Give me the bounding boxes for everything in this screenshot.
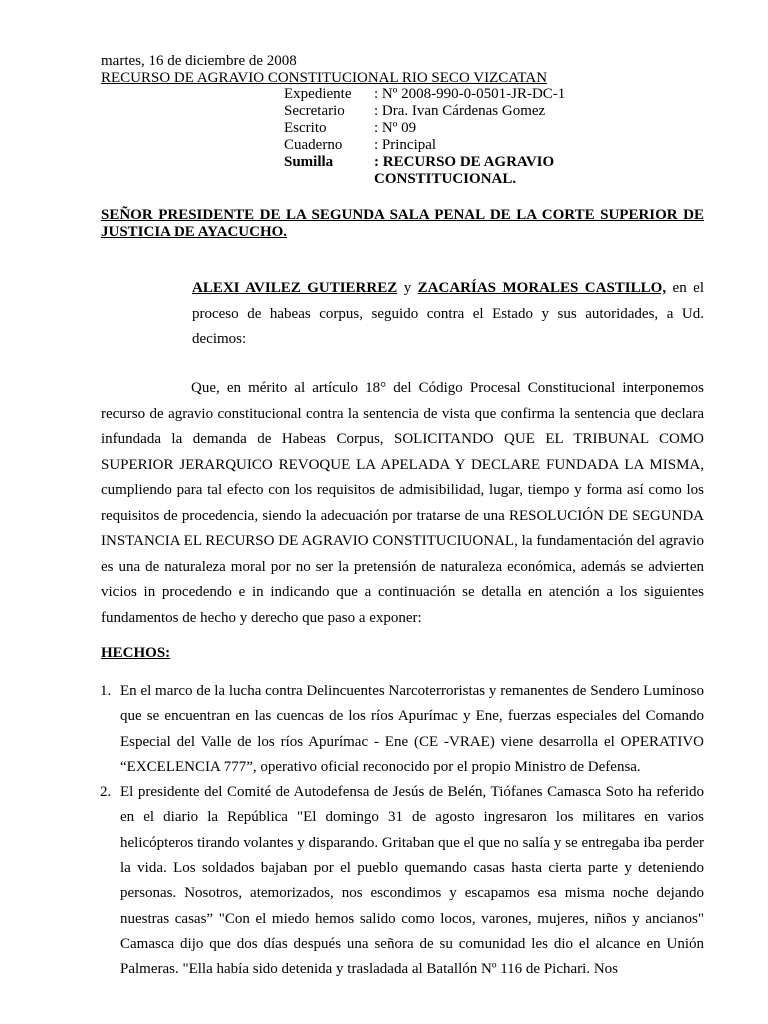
meta-label: Escrito xyxy=(284,120,327,136)
list-item xyxy=(101,780,704,982)
meta-expediente xyxy=(284,86,565,103)
intro-rest: en el proceso de habeas corpus, seguido contra el Estado y sus autoridades, a Ud. decimos: xyxy=(192,280,704,347)
document-date: martes, 16 de diciembre de 2008 xyxy=(101,53,297,69)
list-item-number: 2. xyxy=(100,784,112,801)
intro-paragraph xyxy=(192,276,704,353)
section-title-hechos: HECHOS: xyxy=(101,645,171,661)
petitioner-2: ZACARÍAS MORALES CASTILLO, xyxy=(417,280,667,296)
list-item xyxy=(101,679,704,780)
meta-sumilla-continued: CONSTITUCIONAL. xyxy=(374,171,517,187)
meta-label: Cuaderno xyxy=(284,137,343,153)
meta-value: : Principal xyxy=(374,137,437,153)
meta-sumilla xyxy=(284,154,565,171)
meta-label: Expediente xyxy=(284,86,352,102)
meta-label: Secretario xyxy=(284,103,345,119)
meta-secretario xyxy=(284,103,565,120)
case-title: RECURSO DE AGRAVIO CONSTITUCIONAL RIO SECO VIZCATAN xyxy=(101,70,548,86)
intro-conjunction: y xyxy=(397,280,418,296)
addressee xyxy=(101,207,704,241)
meta-value: : RECURSO DE AGRAVIO xyxy=(374,154,555,170)
main-paragraph xyxy=(101,376,704,631)
meta-label: Sumilla xyxy=(284,154,334,170)
meta-escrito xyxy=(284,120,565,137)
meta-value: : Nº 09 xyxy=(374,120,417,136)
list-item-text: El presidente del Comité de Autodefensa de Jesús de Belén, Tiófanes Camasca Soto ha referido en el diario la República "El domingo 31 de agosto ingresaron los militares en varios helicópteros tirando volantes y disparando. Gritaban que el que no salía y se entregaba iba perder la vida. Los soldados bajaban por el pueblo quemando casas hasta cierta parte y deteniendo personas. Nosotros, atemorizados, nos escondimos y escapamos esa misma noche dejando nuestras casas” "Con el miedo hemos salido como locos, varones, mujeres, niños y ancianos" Camasca dijo que dos días después una señora de su comunidad les dio el alcance en Unión Palmeras. "Ella había sido detenida y trasladada al Batallón Nº 116 de Pichari. Nos xyxy=(120,784,704,978)
meta-value: : Nº 2008-990-0-0501-JR-DC-1 xyxy=(374,86,566,102)
list-item-number: 1. xyxy=(100,683,112,699)
main-paragraph-text: Que, en mérito al artículo 18° del Código Procesal Constitucional interponemos recurso de agravio constitucional contra la sentencia de vista que confirma la sentencia que declara infundada la demanda de Habeas Corpus, SOLICITANDO QUE EL TRIBUNAL COMO SUPERIOR JERARQUICO REVOQUE LA APELADA Y DECLARE FUNDADA LA MISMA, cumpliendo para tal efecto con los requisitos de admisibilidad, lugar, tiempo y forma así como los requisitos de procedencia, siendo la adecuación por tratarse de una RESOLUCIÓN DE SEGUNDA INSTANCIA EL RECURSO DE AGRAVIO CONSTITUCIUONAL, la fundamentación del agravio es una de naturaleza moral por no ser la pretensión de naturaleza económica, además se advierten vicios in procedendo e in indicando que a continuación se detalla en atención a los siguientes fundamentos de hecho y derecho que paso a exponer: xyxy=(101,380,704,626)
case-metadata xyxy=(284,86,565,188)
meta-value: : Dra. Ivan Cárdenas Gomez xyxy=(374,103,546,119)
facts-list xyxy=(101,679,704,983)
meta-cuaderno xyxy=(284,137,565,154)
addressee-text: SEÑOR PRESIDENTE DE LA SEGUNDA SALA PENAL DE LA CORTE SUPERIOR DE JUSTICIA DE AYACUCHO. xyxy=(101,207,704,240)
list-item-text: En el marco de la lucha contra Delincuentes Narcoterroristas y remanentes de Sendero Luminoso que se encuentran en las cuencas de los ríos Apurímac y Ene, fuerzas especiales del Comando Especial del Valle de los ríos Apurímac - Ene (CE -VRAE) viene desarrolla el OPERATIVO “EXCELENCIA 777”, operativo oficial reconocido por el propio Ministro de Defensa. xyxy=(120,683,704,775)
petitioner-1: ALEXI AVILEZ GUTIERREZ xyxy=(192,280,398,296)
